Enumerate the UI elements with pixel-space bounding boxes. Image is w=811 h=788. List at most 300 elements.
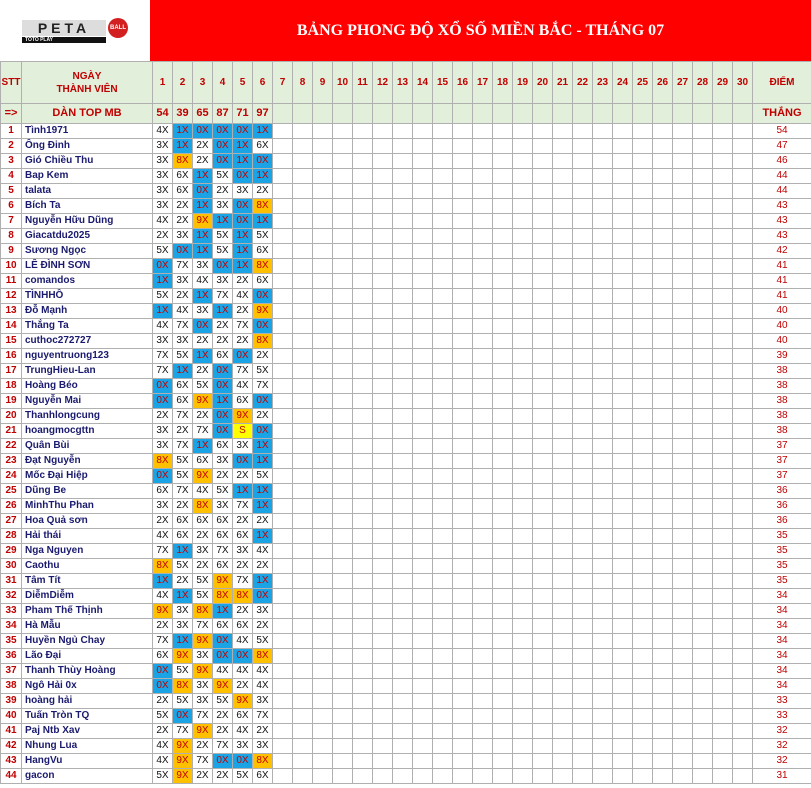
empty-cell bbox=[333, 649, 353, 664]
day-result: 1X bbox=[153, 574, 173, 589]
table-row bbox=[1, 754, 811, 769]
empty-cell bbox=[293, 124, 313, 139]
empty-cell bbox=[393, 104, 413, 124]
empty-cell bbox=[593, 709, 613, 724]
empty-cell bbox=[533, 229, 553, 244]
day-result: 5X bbox=[233, 769, 253, 784]
empty-cell bbox=[693, 679, 713, 694]
day-result: 9X bbox=[193, 664, 213, 679]
empty-cell bbox=[493, 394, 513, 409]
empty-cell bbox=[473, 274, 493, 289]
member-name: Nguyễn Hữu Dũng bbox=[22, 214, 153, 229]
empty-cell bbox=[593, 694, 613, 709]
empty-cell bbox=[313, 694, 333, 709]
day-result: 4X bbox=[193, 274, 213, 289]
day-result: 7X bbox=[233, 499, 253, 514]
empty-cell bbox=[533, 364, 553, 379]
day-result: 4X bbox=[233, 724, 253, 739]
empty-cell bbox=[333, 709, 353, 724]
empty-cell bbox=[713, 529, 733, 544]
member-name: Hoa Quả sơn bbox=[22, 514, 153, 529]
empty-cell bbox=[673, 589, 693, 604]
empty-cell bbox=[533, 619, 553, 634]
day-result: 3X bbox=[193, 649, 213, 664]
empty-cell bbox=[413, 409, 433, 424]
day-result: 1X bbox=[193, 439, 213, 454]
empty-cell bbox=[373, 769, 393, 784]
member-name: Lão Đại bbox=[22, 649, 153, 664]
empty-cell bbox=[593, 754, 613, 769]
day-result: 6X bbox=[233, 529, 253, 544]
empty-cell bbox=[273, 424, 293, 439]
empty-cell bbox=[553, 139, 573, 154]
empty-cell bbox=[673, 139, 693, 154]
day-result: 9X bbox=[193, 724, 213, 739]
empty-cell bbox=[473, 769, 493, 784]
empty-cell bbox=[273, 574, 293, 589]
day-result: 5X bbox=[253, 634, 273, 649]
empty-cell bbox=[393, 529, 413, 544]
empty-cell bbox=[513, 379, 533, 394]
empty-cell bbox=[373, 514, 393, 529]
row-stt: 35 bbox=[1, 634, 22, 649]
empty-cell bbox=[433, 604, 453, 619]
empty-cell bbox=[533, 604, 553, 619]
empty-cell bbox=[653, 124, 673, 139]
empty-cell bbox=[473, 724, 493, 739]
empty-cell bbox=[713, 184, 733, 199]
empty-cell bbox=[653, 439, 673, 454]
empty-cell bbox=[633, 304, 653, 319]
empty-cell bbox=[333, 574, 353, 589]
empty-cell bbox=[473, 604, 493, 619]
empty-cell bbox=[453, 409, 473, 424]
empty-cell bbox=[473, 544, 493, 559]
day-result: 3X bbox=[233, 439, 253, 454]
empty-cell bbox=[453, 244, 473, 259]
empty-cell bbox=[633, 229, 653, 244]
empty-cell bbox=[533, 469, 553, 484]
empty-cell bbox=[293, 754, 313, 769]
day-result: 6X bbox=[233, 619, 253, 634]
day-result: 7X bbox=[253, 709, 273, 724]
empty-cell bbox=[353, 229, 373, 244]
day-result: 7X bbox=[213, 739, 233, 754]
empty-cell bbox=[493, 199, 513, 214]
empty-cell bbox=[353, 169, 373, 184]
day-result: 2X bbox=[173, 289, 193, 304]
empty-cell bbox=[293, 709, 313, 724]
table-row bbox=[1, 739, 811, 754]
empty-cell bbox=[373, 229, 393, 244]
empty-cell bbox=[733, 409, 753, 424]
empty-cell bbox=[613, 439, 633, 454]
empty-cell bbox=[353, 499, 373, 514]
day-result: 4X bbox=[253, 679, 273, 694]
empty-cell bbox=[413, 214, 433, 229]
empty-cell bbox=[513, 439, 533, 454]
empty-cell bbox=[453, 679, 473, 694]
empty-cell bbox=[673, 739, 693, 754]
empty-cell bbox=[693, 304, 713, 319]
empty-cell bbox=[553, 754, 573, 769]
empty-cell bbox=[493, 214, 513, 229]
empty-cell bbox=[633, 244, 653, 259]
empty-cell bbox=[313, 559, 333, 574]
row-stt: 8 bbox=[1, 229, 22, 244]
day-result: 4X bbox=[253, 664, 273, 679]
empty-cell bbox=[593, 379, 613, 394]
table-row bbox=[1, 214, 811, 229]
empty-cell bbox=[613, 379, 633, 394]
empty-cell bbox=[473, 574, 493, 589]
empty-cell bbox=[533, 424, 553, 439]
member-name: Gió Chiều Thu bbox=[22, 154, 153, 169]
day-result: 7X bbox=[173, 439, 193, 454]
empty-cell bbox=[293, 724, 313, 739]
day-result: 1X bbox=[173, 124, 193, 139]
header-day: 1 bbox=[153, 62, 173, 104]
empty-cell bbox=[293, 664, 313, 679]
empty-cell bbox=[433, 739, 453, 754]
day-result: 0X bbox=[213, 424, 233, 439]
empty-cell bbox=[273, 259, 293, 274]
empty-cell bbox=[273, 199, 293, 214]
empty-cell bbox=[693, 229, 713, 244]
empty-cell bbox=[473, 244, 493, 259]
empty-cell bbox=[693, 349, 713, 364]
day-result: 7X bbox=[193, 619, 213, 634]
empty-cell bbox=[493, 709, 513, 724]
empty-cell bbox=[413, 634, 433, 649]
empty-cell bbox=[553, 199, 573, 214]
row-stt: 10 bbox=[1, 259, 22, 274]
empty-cell bbox=[693, 499, 713, 514]
empty-cell bbox=[373, 364, 393, 379]
row-stt: 26 bbox=[1, 499, 22, 514]
empty-cell bbox=[633, 349, 653, 364]
empty-cell bbox=[413, 424, 433, 439]
day-result: 3X bbox=[213, 454, 233, 469]
empty-cell bbox=[693, 529, 713, 544]
empty-cell bbox=[493, 514, 513, 529]
row-stt: 18 bbox=[1, 379, 22, 394]
empty-cell bbox=[393, 289, 413, 304]
empty-cell bbox=[313, 754, 333, 769]
empty-cell bbox=[393, 379, 413, 394]
member-name: nguyentruong123 bbox=[22, 349, 153, 364]
row-stt: 42 bbox=[1, 739, 22, 754]
day-result: 7X bbox=[193, 754, 213, 769]
day-result: 1X bbox=[193, 199, 213, 214]
empty-cell bbox=[733, 199, 753, 214]
empty-cell bbox=[493, 454, 513, 469]
top-row bbox=[1, 104, 811, 124]
empty-cell bbox=[413, 394, 433, 409]
empty-cell bbox=[313, 724, 333, 739]
member-points: 39 bbox=[753, 349, 811, 364]
day-result: 0X bbox=[193, 184, 213, 199]
empty-cell bbox=[333, 499, 353, 514]
empty-cell bbox=[593, 724, 613, 739]
day-result: 2X bbox=[253, 514, 273, 529]
day-result: 4X bbox=[233, 634, 253, 649]
row-stt: 12 bbox=[1, 289, 22, 304]
member-name: TrungHieu-Lan bbox=[22, 364, 153, 379]
empty-cell bbox=[493, 574, 513, 589]
empty-cell bbox=[413, 304, 433, 319]
logo-word: PETA bbox=[22, 20, 106, 36]
empty-cell bbox=[313, 484, 333, 499]
table-row bbox=[1, 199, 811, 214]
empty-cell bbox=[573, 364, 593, 379]
empty-cell bbox=[293, 319, 313, 334]
day-result: 2X bbox=[173, 574, 193, 589]
empty-cell bbox=[713, 364, 733, 379]
empty-cell bbox=[713, 289, 733, 304]
empty-cell bbox=[333, 184, 353, 199]
empty-cell bbox=[633, 139, 653, 154]
empty-cell bbox=[433, 499, 453, 514]
day-result: 9X bbox=[173, 754, 193, 769]
empty-cell bbox=[433, 244, 453, 259]
empty-cell bbox=[713, 574, 733, 589]
empty-cell bbox=[653, 139, 673, 154]
empty-cell bbox=[533, 124, 553, 139]
day-result: 6X bbox=[213, 514, 233, 529]
day-result: 5X bbox=[213, 229, 233, 244]
member-name: Tâm Tít bbox=[22, 574, 153, 589]
row-stt: 27 bbox=[1, 514, 22, 529]
empty-cell bbox=[333, 514, 353, 529]
empty-cell bbox=[393, 394, 413, 409]
empty-cell bbox=[673, 244, 693, 259]
day-result: 9X bbox=[193, 394, 213, 409]
table-row bbox=[1, 424, 811, 439]
empty-cell bbox=[433, 154, 453, 169]
empty-cell bbox=[553, 184, 573, 199]
empty-cell bbox=[413, 379, 433, 394]
table-row bbox=[1, 349, 811, 364]
empty-cell bbox=[693, 214, 713, 229]
empty-cell bbox=[353, 439, 373, 454]
empty-cell bbox=[733, 424, 753, 439]
empty-cell bbox=[453, 394, 473, 409]
empty-cell bbox=[373, 544, 393, 559]
empty-cell bbox=[353, 289, 373, 304]
table-row bbox=[1, 124, 811, 139]
empty-cell bbox=[513, 394, 533, 409]
empty-cell bbox=[733, 334, 753, 349]
empty-cell bbox=[413, 439, 433, 454]
empty-cell bbox=[453, 289, 473, 304]
day-result: 3X bbox=[173, 229, 193, 244]
empty-cell bbox=[593, 304, 613, 319]
empty-cell bbox=[353, 394, 373, 409]
day-result: 2X bbox=[253, 724, 273, 739]
empty-cell bbox=[493, 544, 513, 559]
table-row bbox=[1, 544, 811, 559]
empty-cell bbox=[413, 484, 433, 499]
member-points: 38 bbox=[753, 364, 811, 379]
empty-cell bbox=[433, 169, 453, 184]
empty-cell bbox=[433, 304, 453, 319]
member-name: MinhThu Phan bbox=[22, 499, 153, 514]
empty-cell bbox=[713, 769, 733, 784]
empty-cell bbox=[393, 754, 413, 769]
empty-cell bbox=[273, 559, 293, 574]
day-result: 3X bbox=[253, 604, 273, 619]
empty-cell bbox=[473, 124, 493, 139]
empty-cell bbox=[593, 484, 613, 499]
empty-cell bbox=[493, 274, 513, 289]
empty-cell bbox=[333, 484, 353, 499]
empty-cell bbox=[373, 484, 393, 499]
empty-cell bbox=[273, 484, 293, 499]
empty-cell bbox=[573, 274, 593, 289]
empty-cell bbox=[733, 319, 753, 334]
empty-cell bbox=[733, 364, 753, 379]
empty-cell bbox=[293, 394, 313, 409]
empty-cell bbox=[713, 199, 733, 214]
empty-cell bbox=[393, 304, 413, 319]
day-result: 7X bbox=[233, 574, 253, 589]
top-marker: => bbox=[1, 104, 22, 124]
empty-cell bbox=[573, 139, 593, 154]
empty-cell bbox=[433, 274, 453, 289]
member-name: Pham Thế Thịnh bbox=[22, 604, 153, 619]
empty-cell bbox=[713, 544, 733, 559]
day-result: 1X bbox=[193, 169, 213, 184]
empty-cell bbox=[593, 574, 613, 589]
empty-cell bbox=[453, 214, 473, 229]
day-result: 2X bbox=[153, 619, 173, 634]
day-result: 1X bbox=[233, 139, 253, 154]
empty-cell bbox=[693, 544, 713, 559]
empty-cell bbox=[633, 649, 653, 664]
empty-cell bbox=[733, 184, 753, 199]
empty-cell bbox=[573, 709, 593, 724]
table-row bbox=[1, 289, 811, 304]
day-result: 6X bbox=[193, 514, 213, 529]
empty-cell bbox=[333, 394, 353, 409]
table-row bbox=[1, 529, 811, 544]
empty-cell bbox=[553, 364, 573, 379]
empty-cell bbox=[733, 289, 753, 304]
empty-cell bbox=[433, 454, 453, 469]
empty-cell bbox=[533, 379, 553, 394]
member-points: 35 bbox=[753, 559, 811, 574]
day-result: 0X bbox=[173, 709, 193, 724]
empty-cell bbox=[653, 694, 673, 709]
empty-cell bbox=[713, 454, 733, 469]
empty-cell bbox=[413, 679, 433, 694]
empty-cell bbox=[373, 289, 393, 304]
empty-cell bbox=[673, 619, 693, 634]
day-result: 5X bbox=[173, 559, 193, 574]
empty-cell bbox=[553, 124, 573, 139]
empty-cell bbox=[433, 754, 453, 769]
day-result: 6X bbox=[233, 709, 253, 724]
empty-cell bbox=[313, 334, 333, 349]
empty-cell bbox=[713, 739, 733, 754]
empty-cell bbox=[633, 394, 653, 409]
empty-cell bbox=[553, 214, 573, 229]
empty-cell bbox=[293, 559, 313, 574]
empty-cell bbox=[553, 604, 573, 619]
member-name: DiễmDiễm bbox=[22, 589, 153, 604]
empty-cell bbox=[493, 104, 513, 124]
empty-cell bbox=[593, 154, 613, 169]
empty-cell bbox=[493, 319, 513, 334]
empty-cell bbox=[613, 259, 633, 274]
day-result: 0X bbox=[253, 289, 273, 304]
empty-cell bbox=[653, 604, 673, 619]
empty-cell bbox=[613, 319, 633, 334]
day-result: 9X bbox=[233, 694, 253, 709]
empty-cell bbox=[553, 304, 573, 319]
empty-cell bbox=[673, 499, 693, 514]
empty-cell bbox=[333, 724, 353, 739]
empty-cell bbox=[513, 574, 533, 589]
empty-cell bbox=[633, 604, 653, 619]
empty-cell bbox=[293, 154, 313, 169]
empty-cell bbox=[593, 559, 613, 574]
empty-cell bbox=[573, 589, 593, 604]
day-result: 3X bbox=[173, 619, 193, 634]
table-row bbox=[1, 439, 811, 454]
empty-cell bbox=[573, 619, 593, 634]
day-result: 5X bbox=[193, 379, 213, 394]
empty-cell bbox=[553, 559, 573, 574]
header-day: 20 bbox=[533, 62, 553, 104]
header-member-line1: NGÀY bbox=[72, 70, 102, 82]
empty-cell bbox=[273, 724, 293, 739]
empty-cell bbox=[613, 199, 633, 214]
row-stt: 19 bbox=[1, 394, 22, 409]
row-stt: 17 bbox=[1, 364, 22, 379]
empty-cell bbox=[633, 514, 653, 529]
empty-cell bbox=[313, 199, 333, 214]
empty-cell bbox=[433, 559, 453, 574]
empty-cell bbox=[713, 379, 733, 394]
empty-cell bbox=[733, 679, 753, 694]
empty-cell bbox=[393, 649, 413, 664]
empty-cell bbox=[673, 154, 693, 169]
day-result: 0X bbox=[213, 154, 233, 169]
empty-cell bbox=[273, 679, 293, 694]
row-stt: 43 bbox=[1, 754, 22, 769]
empty-cell bbox=[733, 154, 753, 169]
empty-cell bbox=[593, 499, 613, 514]
empty-cell bbox=[533, 139, 553, 154]
day-result: 2X bbox=[253, 349, 273, 364]
row-stt: 24 bbox=[1, 469, 22, 484]
empty-cell bbox=[273, 214, 293, 229]
header-row bbox=[1, 62, 811, 104]
empty-cell bbox=[693, 634, 713, 649]
empty-cell bbox=[313, 739, 333, 754]
empty-cell bbox=[333, 154, 353, 169]
empty-cell bbox=[313, 769, 333, 784]
member-points: 34 bbox=[753, 664, 811, 679]
empty-cell bbox=[573, 319, 593, 334]
member-points: 43 bbox=[753, 229, 811, 244]
member-name: Hà Mẫu bbox=[22, 619, 153, 634]
empty-cell bbox=[513, 349, 533, 364]
empty-cell bbox=[693, 619, 713, 634]
empty-cell bbox=[673, 469, 693, 484]
